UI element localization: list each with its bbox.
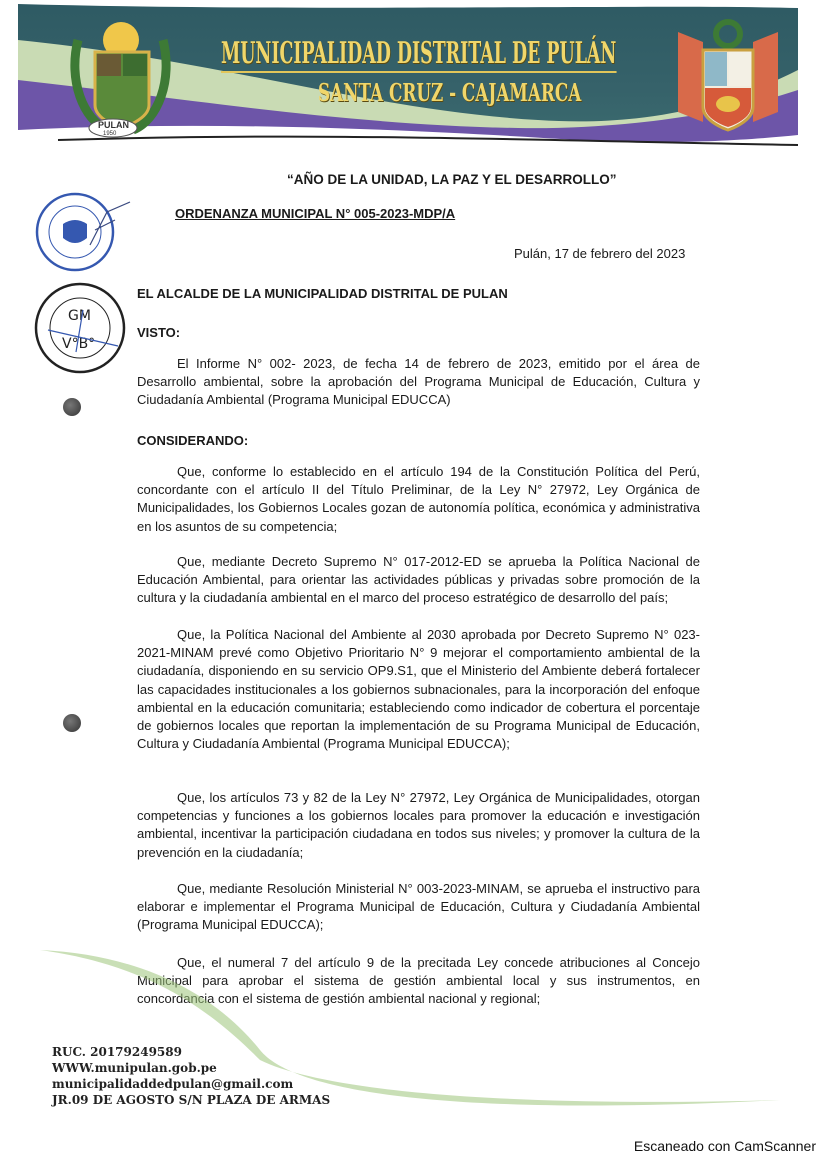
footer-ruc: RUC. 20179249589 bbox=[52, 1045, 182, 1059]
blue-mayor-stamp-icon bbox=[35, 190, 135, 278]
considerando-paragraph: Que, mediante Decreto Supremo N° 017-2012-ED se aprueba la Política Nacional de Educación Ambiental, para orientar las actividades públicas y privadas sobre promoción de la cultura y la ciudadanía ambiental en el marco del proceso estratégico de desarrollo del país; bbox=[137, 554, 700, 606]
camscanner-watermark: Escaneado con CamScanner bbox=[633, 1138, 816, 1154]
logo-year: 1950 bbox=[103, 131, 117, 137]
considerando-paragraph: Que, los artículos 73 y 82 de la Ley N° 27972, Ley Orgánica de Municipalidades, otorgan competencias y funciones a los gobiernos locales para promover la educación e investigación ambiental, incentivar la participación ciudadana en todos sus niveles; y promover la cultura de la prevención en la ciudadanía; bbox=[137, 790, 700, 860]
document-date: Pulán, 17 de febrero del 2023 bbox=[514, 246, 686, 261]
svg-text:V°B°: V°B° bbox=[62, 336, 96, 352]
punch-hole bbox=[63, 398, 81, 416]
visto-heading: VISTO: bbox=[137, 325, 181, 340]
considerando-paragraph: Que, la Política Nacional del Ambiente al 2030 aprobada por Decreto Supremo N° 023-2021-MINAM prevé como Objetivo Prioritario N° 9 mejorar el comportamiento ambiental de la ciudadanía, disponiendo en su servicio OP9.S1, que el Ministerio del Ambiente deberá fortalecer las capacidades institucionales a los gobiernos subnacionales, para la incorporación del enfoque ambiental en la educación comunitaria; estableciendo como indicador de cobertura el porcentaje de gobiernos locales que reportan la implementación de su Programa Municipal de Educación, Cultura y Ciudadanía Ambiental (Programa Municipal EDUCCA); bbox=[137, 627, 700, 752]
footer-address: JR.09 DE AGOSTO S/N PLAZA DE ARMAS bbox=[52, 1093, 331, 1107]
considerando-paragraph: Que, mediante Resolución Ministerial N° 003-2023-MINAM, se aprueba el instructivo para elaborar e implementar el Programa Municipal de Educación, Cultura y Ciudadanía Ambiental (Programa Municipal EDUCCA); bbox=[137, 881, 700, 933]
punch-hole bbox=[63, 714, 81, 732]
year-motto: “AÑO DE LA UNIDAD, LA PAZ Y EL DESARROLLO” bbox=[287, 172, 617, 187]
visto-paragraph: El Informe N° 002- 2023, de fecha 14 de febrero de 2023, emitido por el área de Desarrollo ambiental, sobre la aprobación del Programa Municipal de Educación, Cultura y Ciudadanía Ambiental (Programa Municipal EDUCCA) bbox=[137, 356, 700, 408]
svg-text:GM: GM bbox=[68, 308, 91, 324]
considerando-paragraph: Que, conforme lo establecido en el artículo 194 de la Constitución Política del Perú, concordante con el artículo II del Título Preliminar, de la Ley N° 27972, Ley Orgánica de Municipalidades, los Gobiernos Locales gozan de autonomía política, económica y administrativa en los asuntos de su competencia; bbox=[137, 464, 700, 534]
footer-website: WWW.munipulan.gob.pe bbox=[52, 1061, 217, 1075]
considerando-paragraph: Que, el numeral 7 del artículo 9 de la precitada Ley concede atribuciones al Concejo Municipal para aprobar el sistema de gestión ambiental local y sus instrumentos, en concordancia con el sistema de gestión ambiental nacional y regional; bbox=[137, 955, 700, 1007]
letterhead-banner bbox=[18, 0, 798, 150]
footer-email: municipalidaddedpulan@gmail.com bbox=[52, 1077, 294, 1091]
logo-text: PULAN bbox=[98, 120, 129, 130]
considerando-heading: CONSIDERANDO: bbox=[137, 433, 249, 448]
national-coat-of-arms-icon bbox=[673, 12, 783, 142]
black-approval-stamp-icon bbox=[28, 282, 133, 374]
issuer-heading: EL ALCALDE DE LA MUNICIPALIDAD DISTRITAL DE PULAN bbox=[137, 286, 508, 301]
ordinance-title: ORDENANZA MUNICIPAL N° 005-2023-MDP/A bbox=[175, 206, 456, 221]
municipality-subtitle: SANTA CRUZ - CAJAMARCA bbox=[318, 78, 582, 107]
municipality-title: MUNICIPALIDAD DISTRITAL DE PULÁN bbox=[221, 36, 617, 71]
footer-contact bbox=[52, 1044, 330, 1108]
